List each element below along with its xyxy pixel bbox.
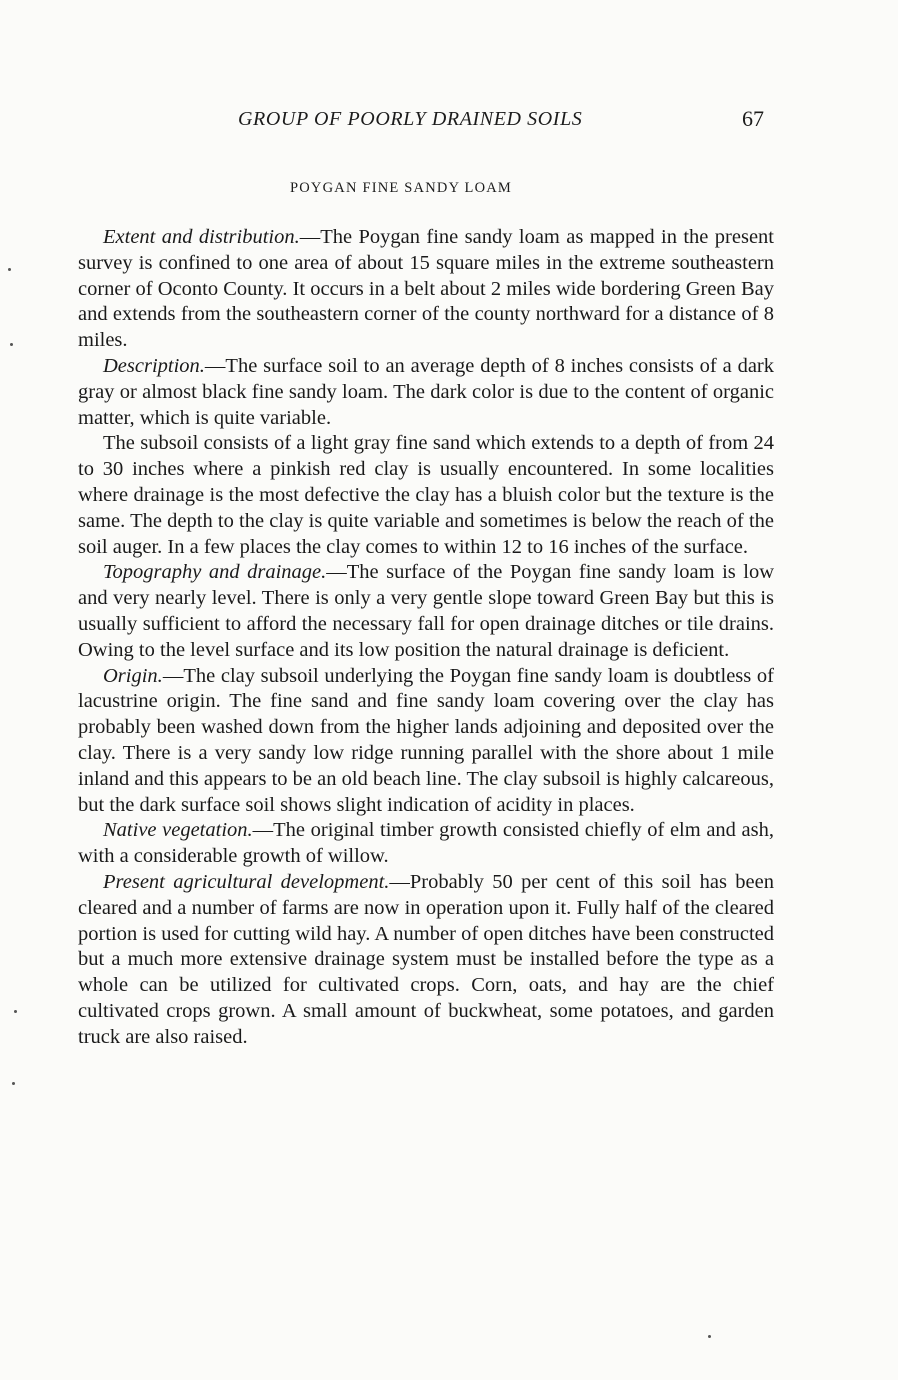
scan-speck — [708, 1335, 711, 1338]
paragraph-vegetation — [78, 818, 774, 870]
paragraph-origin — [78, 664, 774, 819]
paragraph-text: The subsoil consists of a light gray fine sand which extends to a depth of from 24 to 30 inches where a pinkish red clay is usually encountered. In some localities where drainage is the most defective the clay has a bluish color but the texture is the same. The depth to the clay is quite variable and sometimes is below the reach of the soil auger. In a few places the clay comes to within 12 to 16 inches of the surface. — [78, 432, 774, 558]
paragraph-topography — [78, 560, 774, 663]
paragraph-text: —The surface of the Poygan fine sandy loam is low and very nearly level. There is only a very gentle slope toward Green Bay but this is usually sufficient to afford the necessary fall for open drainage ditches or tile drains. Owing to the level surface and its low position the natural drainage is deficient. — [78, 561, 775, 661]
paragraph-heading: Description. — [103, 354, 205, 377]
paragraph-heading: Origin. — [103, 664, 163, 687]
paragraph-heading: Topography and drainage. — [103, 561, 327, 584]
paragraph-text: —Probably 50 per cent of this soil has been cleared and a number of farms are now in operation upon it. Fully half of the cleared portion is used for cutting wild hay. A number of open ditches have been constructed but a much more extensive drainage system must be installed before the type as a whole can be utilized for cultivated crops. Corn, oats, and hay are the chief cultivated crops grown. A small amount of buckwheat, some potatoes, and garden truck are also raised. — [78, 870, 774, 1048]
paragraph-text: —The surface soil to an average depth of 8 inches consists of a dark gray or almost black fine sandy loam. The dark color is due to the content of organic matter, which is quite variable. — [78, 354, 774, 429]
scan-speck — [14, 1010, 17, 1013]
page-number: 67 — [742, 106, 764, 131]
paragraph-agriculture — [78, 870, 774, 1051]
paragraph-extent — [78, 225, 774, 354]
paragraph-text: —The Poygan fine sandy loam as mapped in the present survey is confined to one area of about 15 square miles in the extreme southeastern corner of Oconto County. It occurs in a belt about 2 miles wide bordering Green Bay and extends from the southeastern corner of the county northward for a distance of 8 miles. — [78, 226, 775, 352]
paragraph-text: —The clay subsoil underlying the Poygan fine sandy loam is doubtless of lacustrine origin. The fine sand and fine sandy loam covering over the clay has probably been washed down from the higher lands adjoining and deposited over the clay. There is a very sandy low ridge running parallel with the shore about 1 mile inland and this appears to be an old beach line. The clay subsoil is highly calcareous, but the dark surface soil shows slight indication of acidity in places. — [78, 664, 774, 816]
paragraph-heading: Native vegetation. — [103, 819, 253, 842]
body-text — [78, 225, 774, 1051]
running-head: GROUP OF POORLY DRAINED SOILS — [238, 108, 583, 130]
paragraph-heading: Extent and distribution. — [103, 226, 300, 248]
scan-speck — [12, 1082, 15, 1085]
paragraph-subsoil — [78, 431, 774, 560]
section-title: POYGAN FINE SANDY LOAM — [290, 180, 513, 196]
paragraph-text: —The original timber growth consisted chiefly of elm and ash, with a considerable growth of willow. — [78, 819, 774, 868]
paragraph-heading: Present agricultural development. — [103, 870, 390, 893]
scan-speck — [10, 343, 13, 346]
paragraph-description — [78, 354, 774, 431]
scan-speck — [8, 268, 11, 271]
